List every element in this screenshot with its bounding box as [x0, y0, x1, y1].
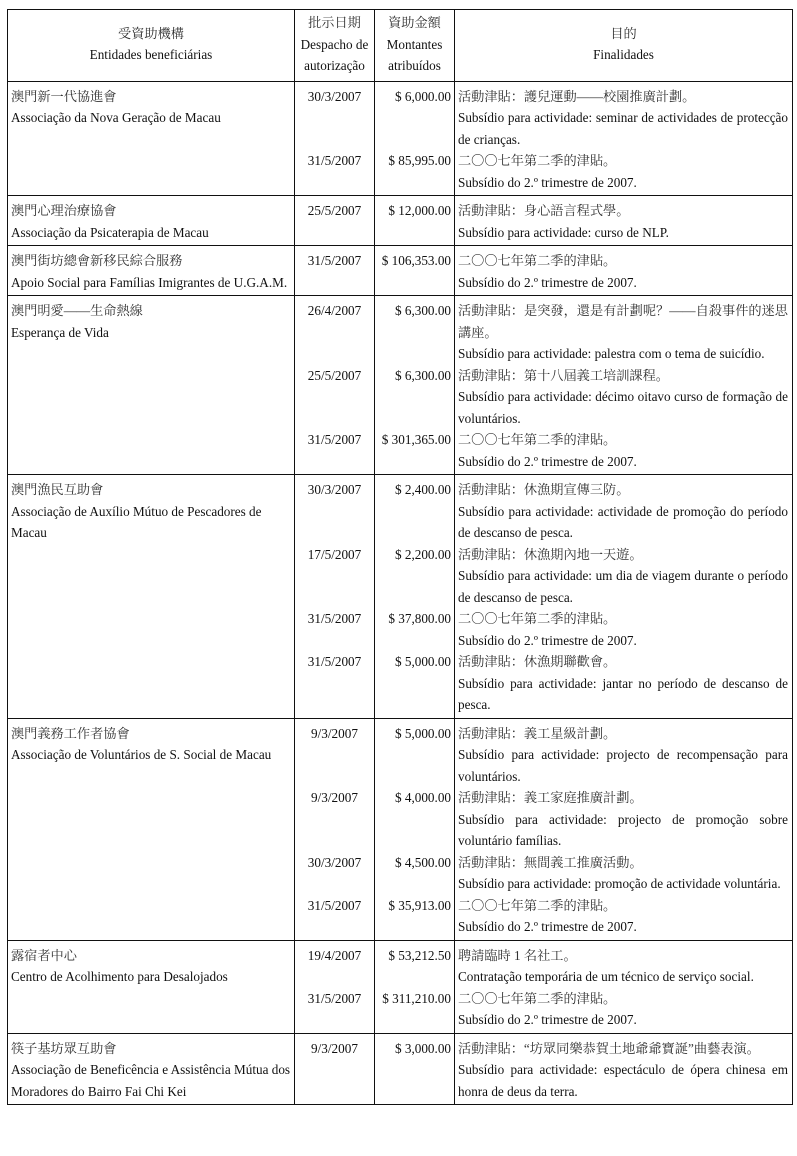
purpose-zh: 活動津貼：是突發，還是有計劃呢？——自殺事件的迷思講座。 — [458, 303, 788, 340]
purpose-zh: 活動津貼：義工家庭推廣計劃。 — [458, 790, 643, 805]
entity-name-pt: Associação de Beneficência e Assistência Mútua dos Moradores do Bairro Fai Chi Kei — [11, 1062, 291, 1099]
purpose-zh: 活動津貼：身心語言程式學。 — [458, 203, 630, 218]
purpose-pt: Subsídio para actividade: seminar de actividades de protecção de crianças. — [458, 110, 788, 147]
amount: $ 6,000.00 — [375, 81, 455, 150]
amount: $ 4,500.00 — [375, 852, 455, 895]
purpose-cell — [455, 296, 793, 365]
purpose-pt: Subsídio para actividade: projecto de promoção sobre voluntário famílias. — [458, 811, 788, 848]
purpose-cell — [455, 651, 793, 718]
header-entity — [8, 10, 295, 82]
header-amount-zh: 資助金額 — [388, 15, 441, 30]
header-entity-zh: 受資助機構 — [118, 25, 184, 41]
header-date-zh: 批示日期 — [308, 15, 361, 30]
entity-cell — [8, 196, 295, 246]
purpose-cell — [455, 429, 793, 475]
authorization-date: 9/3/2007 — [295, 787, 375, 852]
amount: $ 311,210.00 — [375, 988, 455, 1034]
amount: $ 53,212.50 — [375, 940, 455, 988]
authorization-date: 25/5/2007 — [295, 196, 375, 246]
purpose-cell — [455, 246, 793, 296]
table-body — [8, 81, 793, 1105]
amount: $ 5,000.00 — [375, 718, 455, 787]
purpose-cell — [455, 718, 793, 787]
purpose-pt: Subsídio para actividade: jantar no período de descanso de pesca. — [458, 675, 788, 712]
entity-name-pt: Associação da Nova Geração de Macau — [11, 110, 221, 125]
header-entity-pt: Entidades beneficiárias — [89, 47, 213, 63]
purpose-cell — [455, 608, 793, 651]
header-date-pt: Despacho de autorização — [300, 36, 369, 73]
purpose-pt: Subsídio para actividade: um dia de viagem durante o período de descanso de pesca. — [458, 568, 788, 605]
table-row — [8, 718, 793, 787]
authorization-date: 17/5/2007 — [295, 544, 375, 609]
table-row — [8, 940, 793, 988]
amount: $ 301,365.00 — [375, 429, 455, 475]
entity-cell — [8, 246, 295, 296]
purpose-cell — [455, 150, 793, 196]
subsidy-table — [7, 9, 793, 1105]
table-row — [8, 246, 793, 296]
amount: $ 12,000.00 — [375, 196, 455, 246]
table-row — [8, 81, 793, 150]
entity-name-zh: 露宿者中心 — [11, 947, 77, 963]
table-row — [8, 475, 793, 544]
amount: $ 5,000.00 — [375, 651, 455, 718]
purpose-pt: Subsídio do 2.º trimestre de 2007. — [458, 453, 637, 469]
purpose-zh: 活動津貼：義工星級計劃。 — [458, 725, 617, 741]
amount: $ 85,995.00 — [375, 150, 455, 196]
table-header-row — [8, 10, 793, 82]
entity-name-pt: Associação de Auxílio Mútuo de Pescadores de Macau — [11, 503, 262, 540]
amount: $ 6,300.00 — [375, 365, 455, 430]
entity-cell — [8, 81, 295, 196]
amount: $ 3,000.00 — [375, 1033, 455, 1105]
purpose-pt: Subsídio do 2.º trimestre de 2007. — [458, 632, 637, 648]
entity-name-zh: 澳門心理治療協會 — [11, 203, 117, 218]
purpose-pt: Contratação temporária de um técnico de serviço social. — [458, 969, 754, 984]
authorization-date: 30/3/2007 — [295, 852, 375, 895]
authorization-date: 31/5/2007 — [295, 150, 375, 196]
entity-cell — [8, 940, 295, 1033]
purpose-pt: Subsídio para actividade: curso de NLP. — [458, 224, 669, 240]
purpose-cell — [455, 852, 793, 895]
purpose-cell — [455, 988, 793, 1034]
authorization-date: 31/5/2007 — [295, 429, 375, 475]
purpose-cell — [455, 81, 793, 150]
table-row — [8, 196, 793, 246]
purpose-zh: 活動津貼：“坊眾同樂恭賀土地爺爺寶誕”曲藝表演。 — [458, 1040, 760, 1056]
authorization-date: 31/5/2007 — [295, 608, 375, 651]
purpose-pt: Subsídio do 2.º trimestre de 2007. — [458, 274, 637, 290]
entity-name-pt: Associação de Voluntários de S. Social de Macau — [11, 747, 272, 762]
purpose-zh: 二〇〇七年第二季的津貼。 — [458, 611, 617, 626]
authorization-date: 26/4/2007 — [295, 296, 375, 365]
purpose-zh: 二〇〇七年第二季的津貼。 — [458, 253, 617, 268]
authorization-date: 31/5/2007 — [295, 246, 375, 296]
purpose-zh: 二〇〇七年第二季的津貼。 — [458, 990, 617, 1006]
header-purpose-zh: 目的 — [610, 25, 637, 41]
purpose-zh: 活動津貼：休漁期聯歡會。 — [458, 654, 617, 669]
authorization-date: 9/3/2007 — [295, 718, 375, 787]
purpose-pt: Subsídio para actividade: palestra com o tema de suicídio. — [458, 346, 765, 361]
entity-name-zh: 澳門漁民互助會 — [11, 482, 104, 497]
purpose-pt: Subsídio do 2.º trimestre de 2007. — [458, 174, 637, 190]
authorization-date: 19/4/2007 — [295, 940, 375, 988]
purpose-pt: Subsídio para actividade: décimo oitavo curso de formação de voluntários. — [458, 389, 788, 426]
purpose-pt: Subsídio para actividade: actividade de promoção do período de descanso de pesca. — [458, 503, 788, 540]
header-date — [295, 10, 375, 82]
purpose-zh: 活動津貼：第十八屆義工培訓課程。 — [458, 367, 669, 383]
purpose-zh: 活動津貼：無間義工推廣活動。 — [458, 854, 643, 870]
entity-cell — [8, 1033, 295, 1105]
purpose-cell — [455, 1033, 793, 1105]
amount: $ 2,400.00 — [375, 475, 455, 544]
purpose-cell — [455, 940, 793, 988]
entity-name-zh: 澳門新一代協進會 — [11, 88, 117, 104]
entity-name-pt: Apoio Social para Famílias Imigrantes de U.G.A.M. — [11, 274, 288, 290]
purpose-zh: 活動津貼：休漁期內地一天遊。 — [458, 546, 643, 562]
amount: $ 2,200.00 — [375, 544, 455, 609]
purpose-cell — [455, 787, 793, 852]
purpose-zh: 二〇〇七年第二季的津貼。 — [458, 153, 617, 168]
entity-cell — [8, 718, 295, 940]
entity-name-zh: 澳門義務工作者協會 — [11, 725, 130, 741]
header-amount — [375, 10, 455, 82]
entity-cell — [8, 475, 295, 719]
authorization-date: 25/5/2007 — [295, 365, 375, 430]
authorization-date: 30/3/2007 — [295, 475, 375, 544]
purpose-pt: Subsídio para actividade: espectáculo de ópera chinesa em honra de deus da terra. — [458, 1062, 788, 1099]
amount: $ 35,913.00 — [375, 895, 455, 941]
amount: $ 6,300.00 — [375, 296, 455, 365]
purpose-pt: Subsídio para actividade: promoção de actividade voluntária. — [458, 876, 781, 891]
purpose-cell — [455, 895, 793, 941]
entity-name-pt: Centro de Acolhimento para Desalojados — [11, 969, 228, 984]
purpose-cell — [455, 365, 793, 430]
purpose-zh: 活動津貼：休漁期宣傳三防。 — [458, 482, 630, 497]
entity-name-zh: 筷子基坊眾互助會 — [11, 1040, 117, 1056]
authorization-date: 30/3/2007 — [295, 81, 375, 150]
table-row — [8, 1033, 793, 1105]
purpose-zh: 活動津貼：護兒運動——校園推廣計劃。 — [458, 88, 696, 104]
purpose-pt: Subsídio do 2.º trimestre de 2007. — [458, 919, 637, 934]
authorization-date: 31/5/2007 — [295, 895, 375, 941]
authorization-date: 31/5/2007 — [295, 651, 375, 718]
purpose-pt: Subsídio para actividade: projecto de recompensação para voluntários. — [458, 747, 788, 784]
entity-name-pt: Esperança de Vida — [11, 324, 109, 340]
amount: $ 37,800.00 — [375, 608, 455, 651]
table-row — [8, 296, 793, 365]
header-amount-pt: Montantes atribuídos — [386, 36, 443, 73]
purpose-pt: Subsídio do 2.º trimestre de 2007. — [458, 1012, 637, 1027]
entity-name-pt: Associação da Psicaterapia de Macau — [11, 224, 209, 240]
entity-cell — [8, 296, 295, 475]
entity-name-zh: 澳門明愛——生命熱線 — [11, 303, 143, 318]
purpose-cell — [455, 475, 793, 544]
amount: $ 106,353.00 — [375, 246, 455, 296]
authorization-date: 31/5/2007 — [295, 988, 375, 1034]
purpose-zh: 二〇〇七年第二季的津貼。 — [458, 432, 617, 447]
purpose-zh: 聘請臨時 1 名社工。 — [458, 947, 577, 963]
purpose-zh: 二〇〇七年第二季的津貼。 — [458, 897, 617, 913]
authorization-date: 9/3/2007 — [295, 1033, 375, 1105]
header-purpose-pt: Finalidades — [593, 47, 654, 63]
amount: $ 4,000.00 — [375, 787, 455, 852]
purpose-cell — [455, 544, 793, 609]
purpose-cell — [455, 196, 793, 246]
header-purpose — [455, 10, 793, 82]
entity-name-zh: 澳門街坊總會新移民綜合服務 — [11, 253, 183, 268]
